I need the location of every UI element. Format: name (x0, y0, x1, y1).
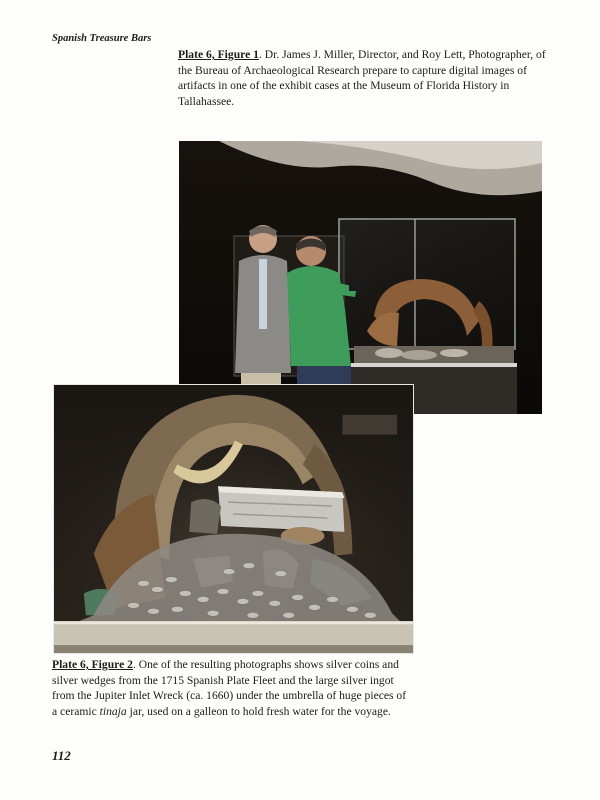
figure1-caption-text: . Dr. James J. Miller, Director, and Roy Lett, Photographer, of the Bureau of Archaeological Research prepare to capture digital images of artifacts in one of the exhibit cases at the Museum of Florida History in Tallahassee. (178, 48, 546, 108)
running-head: Spanish Treasure Bars (52, 33, 152, 44)
figure1-caption (178, 47, 548, 109)
museum-exhibit-photo (179, 141, 542, 414)
figure2-caption (52, 657, 414, 719)
figure2-caption-italic: tinaja (99, 704, 127, 718)
figure2-caption-end: jar, used on a galleon to hold fresh water for the voyage. (126, 704, 391, 718)
figure2-caption-text: . One of the resulting photographs shows silver coins and silver wedges from the 1715 Spanish Plate Fleet and the large silver ingot from the Jupiter Inlet Wreck (ca. 1660) under the umbrella of huge pieces of a ceramic (52, 658, 407, 718)
artifact-display-photo (54, 385, 413, 653)
page-number: 112 (52, 748, 71, 763)
figure1-label: Plate 6, Figure 1 (178, 48, 259, 61)
figure2-photo (53, 384, 414, 654)
figure1-photo (179, 141, 542, 414)
figure2-label: Plate 6, Figure 2 (52, 658, 133, 671)
